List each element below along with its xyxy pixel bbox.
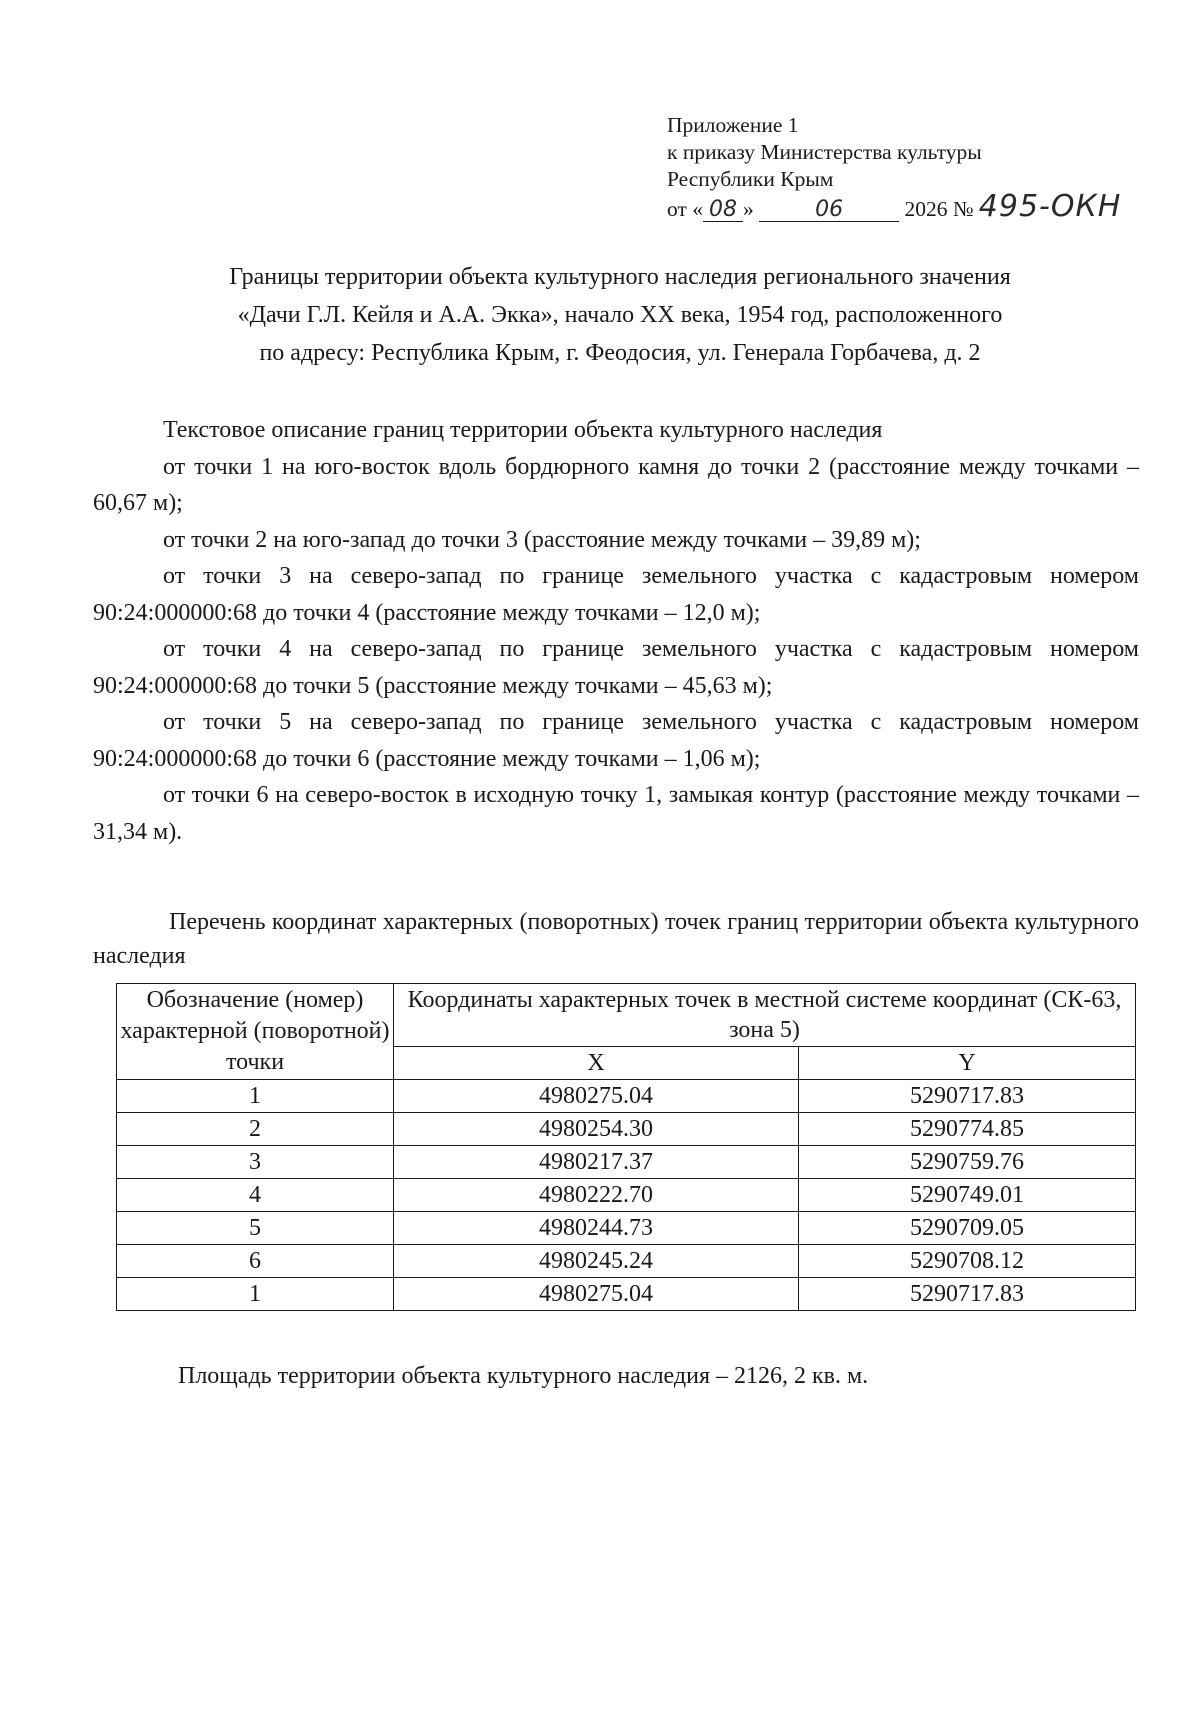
cell-x: 4980254.30 bbox=[394, 1113, 799, 1146]
table-row bbox=[117, 1113, 1136, 1146]
territory-area: Площадь территории объекта культурного наследия – 2126, 2 кв. м. bbox=[178, 1363, 869, 1389]
description-item: от точки 1 на юго-восток вдоль бордюрного камня до точки 2 (расстояние между точками – 60,67 м); bbox=[93, 453, 1139, 516]
date-day-close: » bbox=[743, 197, 754, 221]
date-day-field bbox=[703, 198, 743, 222]
title-line-3: по адресу: Республика Крым, г. Феодосия, ул. Генерала Горбачева, д. 2 bbox=[259, 340, 981, 366]
date-day-handwritten: 08 bbox=[709, 197, 737, 222]
cell-point: 1 bbox=[117, 1278, 394, 1311]
document-title bbox=[100, 258, 1140, 372]
cell-x: 4980244.73 bbox=[394, 1212, 799, 1245]
appendix-header bbox=[667, 112, 1137, 223]
appendix-date-line bbox=[667, 189, 1137, 224]
appendix-label: Приложение 1 bbox=[667, 113, 799, 137]
cell-y: 5290717.83 bbox=[799, 1278, 1136, 1311]
order-number-handwritten: 495-ОКН bbox=[978, 189, 1122, 224]
table-row bbox=[117, 1245, 1136, 1278]
cell-point: 6 bbox=[117, 1245, 394, 1278]
date-month-field bbox=[759, 198, 899, 222]
title-line-1: Границы территории объекта культурного наследия регионального значения bbox=[229, 264, 1011, 290]
description-heading: Текстовое описание границ территории объекта культурного наследия bbox=[163, 417, 883, 443]
table-row bbox=[117, 1278, 1136, 1311]
description-item: от точки 2 на юго-запад до точки 3 (расстояние между точками – 39,89 м); bbox=[163, 526, 921, 553]
cell-point: 5 bbox=[117, 1212, 394, 1245]
boundary-description bbox=[93, 412, 1139, 850]
coordinates-heading: Перечень координат характерных (поворотных) точек границ территории объекта культурного наследия bbox=[93, 909, 1139, 969]
cell-y: 5290759.76 bbox=[799, 1146, 1136, 1179]
cell-x: 4980222.70 bbox=[394, 1179, 799, 1212]
appendix-order-ref: к приказу Министерства культуры bbox=[667, 140, 982, 164]
date-month-handwritten: 06 bbox=[815, 197, 844, 222]
table-row bbox=[117, 1179, 1136, 1212]
cell-x: 4980245.24 bbox=[394, 1245, 799, 1278]
title-line-2: «Дачи Г.Л. Кейля и А.А. Экка», начало XX века, 1954 год, расположенного bbox=[237, 302, 1003, 328]
appendix-republic: Республики Крым bbox=[667, 167, 834, 191]
cell-y: 5290717.83 bbox=[799, 1080, 1136, 1113]
cell-x: 4980275.04 bbox=[394, 1278, 799, 1311]
description-item: от точки 5 на северо-запад по границе земельного участка с кадастровым номером 90:24:000000:68 до точки 6 (расстояние между точками – 1,06 м); bbox=[93, 709, 1139, 772]
cell-x: 4980217.37 bbox=[394, 1146, 799, 1179]
table-row bbox=[117, 1146, 1136, 1179]
date-year-number: 2026 № bbox=[904, 197, 974, 221]
description-item: от точки 6 на северо-восток в исходную точку 1, замыкая контур (расстояние между точками – 31,34 м). bbox=[93, 782, 1139, 845]
cell-x: 4980275.04 bbox=[394, 1080, 799, 1113]
cell-point: 3 bbox=[117, 1146, 394, 1179]
description-item: от точки 3 на северо-запад по границе земельного участка с кадастровым номером 90:24:000000:68 до точки 4 (расстояние между точками – 12,0 м); bbox=[93, 563, 1139, 626]
table-row bbox=[117, 1212, 1136, 1245]
cell-y: 5290749.01 bbox=[799, 1179, 1136, 1212]
column-header-point: Обозначение (номер) характерной (поворотной) точки bbox=[117, 984, 394, 1080]
date-prefix: от « bbox=[667, 197, 703, 221]
cell-point: 4 bbox=[117, 1179, 394, 1212]
cell-y: 5290708.12 bbox=[799, 1245, 1136, 1278]
column-header-y: Y bbox=[799, 1047, 1136, 1080]
column-header-coordinates: Координаты характерных точек в местной системе координат (СК-63, зона 5) bbox=[394, 984, 1136, 1047]
coordinates-table bbox=[116, 983, 1136, 1311]
cell-y: 5290774.85 bbox=[799, 1113, 1136, 1146]
table-row bbox=[117, 1080, 1136, 1113]
cell-point: 2 bbox=[117, 1113, 394, 1146]
cell-point: 1 bbox=[117, 1080, 394, 1113]
column-header-x: X bbox=[394, 1047, 799, 1080]
cell-y: 5290709.05 bbox=[799, 1212, 1136, 1245]
description-item: от точки 4 на северо-запад по границе земельного участка с кадастровым номером 90:24:000000:68 до точки 5 (расстояние между точками – 45,63 м); bbox=[93, 636, 1139, 699]
